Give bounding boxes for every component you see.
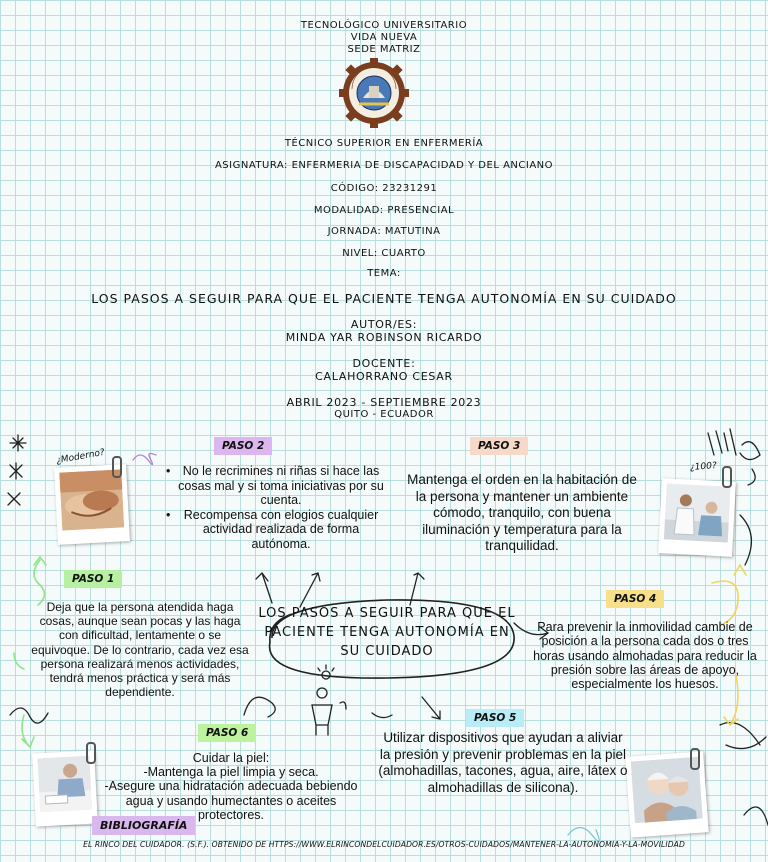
paso3-text: Mantenga el orden en la habitación de la persona y mantener un ambiente cómodo, tranquilo, con buena iluminación y temperatura para la tranquilidad.	[407, 472, 637, 553]
campus-line: SEDE MATRIZ	[347, 44, 421, 55]
topic-label: TEMA:	[367, 268, 401, 279]
institution-line: TECNOLÓGICO UNIVERSITARIO	[300, 20, 468, 31]
paso6-line-3: -Asegure una hidratación adecuada bebiendo agua y usando humectantes o aceites protectores.	[104, 779, 358, 822]
career-line: TÉCNICO SUPERIOR EN ENFERMERÍA	[284, 138, 484, 149]
paso2-bullet-1: • No le recrimines ni riñas si hace las cosas mal y si toma iniciativas por su cuenta.	[176, 464, 386, 508]
paso2-tag: PASO 2	[214, 437, 272, 455]
paso5-text: Utilizar dispositivos que ayudan a aliviar la presión y prevenir problemas en la piel (almohadillas, tacones, agua, aire, látex o almohadillas de silicona).	[378, 730, 628, 795]
paso4-tag: PASO 4	[606, 590, 664, 608]
place-line: QUITO - ECUADOR	[334, 409, 434, 420]
cover-page	[0, 0, 768, 425]
paso6-line-1: Cuidar la piel:	[192, 751, 270, 765]
paso6-tag: PASO 6	[198, 724, 256, 742]
infographic-title: LOS PASOS A SEGUIR PARA QUE EL PACIENTE TENGA AUTONOMÍA EN SU CUIDADO	[258, 606, 516, 659]
paso4-text: Para prevenir la inmovilidad cambie de posición a la persona cada dos o tres horas usando almohadas para reducir la presión sobre las áreas de apoyo, especialmente los huesos.	[533, 620, 757, 692]
institution-logo	[339, 58, 409, 128]
modality-line: MODALIDAD: PRESENCIAL	[313, 205, 455, 216]
paso3-tag: PASO 3	[470, 437, 528, 455]
paper-clip-icon	[112, 456, 122, 478]
paper-clip-icon	[86, 742, 96, 764]
bibliography-text: EL RINCO DEL CUIDADOR. (S.F.). OBTENIDO DE HTTPS://WWW.ELRINCONDELCUIDADOR.ES/OTROS-CUIDADOS/MANTENER-LA-AUTONOMIA-Y-LA-MOVILIDAD	[83, 840, 685, 849]
note-right: ¿100?	[689, 461, 718, 473]
paso6-text	[98, 751, 364, 822]
note-left: ¿Moderno?	[55, 447, 106, 467]
paso1-text: Deja que la persona atendida haga cosas, aunque sean pocas y las haga con dificultad, lentamente o se equivoque. De lo contrario, cada vez esa persona realizará menos actividades, tendrá menos práctica y será más dependiente.	[31, 600, 249, 700]
institution-name: VIDA NUEVA	[350, 32, 418, 43]
subject-line: ASIGNATURA: ENFERMERIA DE DISCAPACIDAD Y DEL ANCIANO	[214, 160, 554, 171]
level-line: NIVEL: CUARTO	[342, 248, 426, 259]
bibliography-tag: BIBLIOGRAFÍA	[92, 816, 195, 835]
paso2-bullet-list	[176, 464, 386, 551]
author-label: AUTOR/ES:	[350, 318, 418, 331]
paper-clip-icon	[722, 466, 732, 488]
teacher-name: CALAHORRANO CESAR	[315, 370, 453, 383]
paso5-tag: PASO 5	[466, 709, 524, 727]
schedule-line: JORNADA: MATUTINA	[327, 226, 441, 237]
paso1-tag: PASO 1	[64, 570, 122, 588]
paper-clip-icon	[690, 748, 700, 770]
nurse-photo	[658, 478, 736, 557]
paso6-line-2: -Mantenga la piel limpia y seca.	[143, 765, 319, 780]
topic-title: LOS PASOS A SEGUIR PARA QUE EL PACIENTE TENGA AUTONOMÍA EN SU CUIDADO	[91, 291, 677, 306]
teacher-label: DOCENTE:	[352, 357, 416, 370]
code-line: CÓDIGO: 23231291	[330, 183, 438, 194]
paso2-bullet-2: • Recompensa con elogios cualquier actividad realizada de forma autónoma.	[176, 508, 386, 552]
period-line: ABRIL 2023 - SEPTIEMBRE 2023	[286, 396, 482, 409]
author-name: MINDA YAR ROBINSON RICARDO	[285, 331, 483, 344]
